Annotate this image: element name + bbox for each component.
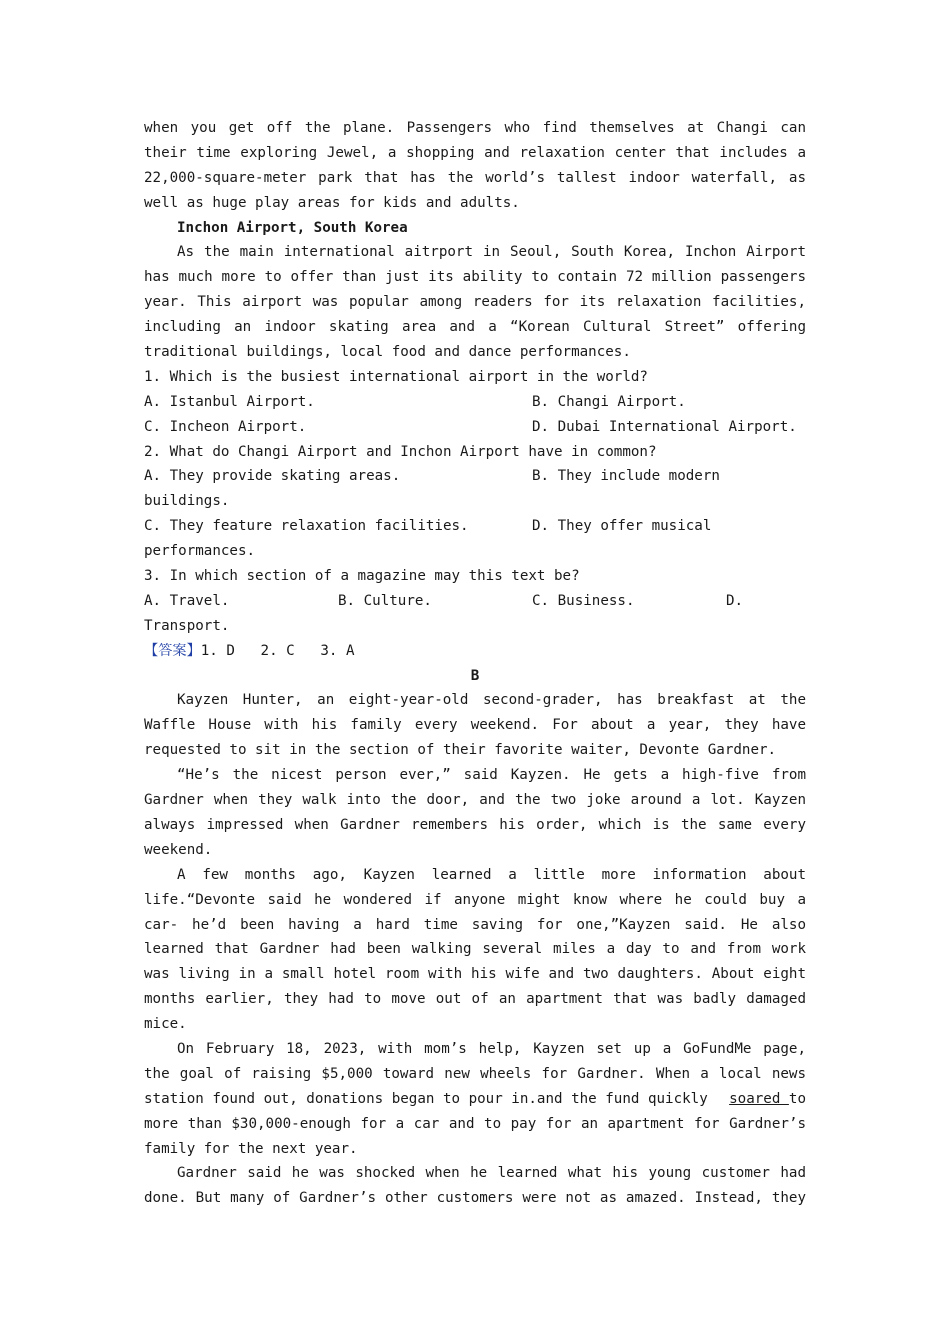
- text-line: life.“Devonte said he wondered if anyone might know where he could buy a: [144, 891, 806, 908]
- question-stem: 1. Which is the busiest international airport in the world?: [144, 368, 648, 385]
- option-d: D. They offer musical: [532, 518, 712, 535]
- option-a: A. They provide skating areas.: [144, 468, 401, 485]
- text-span: to: [788, 1090, 806, 1107]
- text-line: learned that Gardner had been walking several miles a day to and from work: [144, 941, 806, 958]
- text-line: well as huge play areas for kids and adults.: [144, 194, 520, 211]
- option-c: C. Business.: [532, 592, 635, 609]
- option-c: C. They feature relaxation facilities.: [144, 518, 469, 535]
- document-page: [144, 116, 806, 1211]
- text-line: weekend.: [144, 841, 213, 858]
- option-wrap: performances.: [144, 543, 256, 560]
- option-row: [144, 415, 806, 440]
- text-line: was living in a small hotel room with his wife and two daughters. About eight: [144, 966, 806, 983]
- text-line: year. This airport was popular among readers for its relaxation facilities,: [144, 294, 806, 311]
- text-line: traditional buildings, local food and dance performances.: [144, 344, 631, 361]
- question-3: [144, 564, 806, 639]
- option-c: C. Incheon Airport.: [144, 418, 307, 435]
- text-line: more than $30,000-enough for a car and to pay for an apartment for Gardner’s: [144, 1115, 806, 1132]
- text-span: station found out, donations began to pour in.and the fund quickly: [144, 1090, 708, 1107]
- text-line: months earlier, they had to move out of an apartment that was badly damaged: [144, 991, 806, 1008]
- text-line: On February 18, 2023, with mom’s help, Kayzen set up a GoFundMe page,: [177, 1040, 806, 1057]
- passage-b: [144, 688, 806, 1211]
- passage-a-continuation: [144, 116, 806, 216]
- text-line: mice.: [144, 1016, 187, 1033]
- option-a: A. Travel.: [144, 592, 230, 609]
- section-heading: Inchon Airport, South Korea: [177, 219, 408, 236]
- text-line: Gardner said he was shocked when he learned what his young customer had: [177, 1165, 806, 1182]
- text-line: the goal of raising $5,000 toward new wheels for Gardner. When a local news: [144, 1065, 806, 1082]
- text-line: including an indoor skating area and a “Korean Cultural Street” offering: [144, 319, 806, 336]
- answer-text: 1. D 2. C 3. A: [200, 642, 355, 659]
- option-row: [144, 514, 806, 539]
- option-b: B. Changi Airport.: [532, 393, 686, 410]
- text-line: requested to sit in the section of their favorite waiter, Devonte Gardner.: [144, 742, 777, 759]
- option-d: D. Dubai International Airport.: [532, 418, 797, 435]
- answer-line: [144, 639, 806, 664]
- text-line: their time exploring Jewel, a shopping and relaxation center that includes a: [144, 144, 806, 161]
- text-line: car- he’d been having a hard time saving for one,”Kayzen said. He also: [144, 916, 806, 933]
- question-1: [144, 365, 806, 440]
- text-line: A few months ago, Kayzen learned a little more information about: [177, 866, 806, 883]
- answer-tag: 【答案】: [144, 642, 201, 659]
- text-line: family for the next year.: [144, 1140, 358, 1157]
- option-wrap: buildings.: [144, 493, 230, 510]
- text-span: [729, 1087, 806, 1112]
- option-row: [144, 464, 806, 489]
- text-line: [144, 1087, 806, 1112]
- text-line: done. But many of Gardner’s other customers were not as amazed. Instead, they: [144, 1190, 806, 1207]
- option-a: A. Istanbul Airport.: [144, 393, 315, 410]
- question-stem: 2. What do Changi Airport and Inchon Airport have in common?: [144, 443, 657, 460]
- text-line: Waffle House with his family every weekend. For about a year, they have: [144, 717, 806, 734]
- text-line: As the main international aitrport in Seoul, South Korea, Inchon Airport: [177, 244, 806, 261]
- option-d: D.: [726, 592, 744, 609]
- underlined-word: soared: [729, 1090, 789, 1107]
- option-row: [144, 390, 806, 415]
- section-b-label: B: [470, 667, 480, 684]
- inchon-section: [144, 216, 806, 365]
- text-line: “He’s the nicest person ever,” said Kayzen. He gets a high-five from: [177, 767, 806, 784]
- option-b: B. Culture.: [338, 592, 432, 609]
- option-wrap: Transport.: [144, 617, 230, 634]
- text-line: Kayzen Hunter, an eight-year-old second-grader, has breakfast at the: [177, 692, 806, 709]
- text-line: 22,000-square-meter park that has the world’s tallest indoor waterfall, as: [144, 169, 806, 186]
- option-b: B. They include modern: [532, 468, 720, 485]
- text-line: Gardner when they walk into the door, and the two joke around a lot. Kayzen: [144, 792, 806, 809]
- text-line: has much more to offer than just its ability to contain 72 million passengers: [144, 269, 806, 286]
- text-line: always impressed when Gardner remembers his order, which is the same every: [144, 816, 806, 833]
- question-stem: 3. In which section of a magazine may this text be?: [144, 568, 580, 585]
- option-row: [144, 589, 806, 614]
- question-2: [144, 440, 806, 564]
- text-line: when you get off the plane. Passengers who find themselves at Changi can: [144, 120, 806, 136]
